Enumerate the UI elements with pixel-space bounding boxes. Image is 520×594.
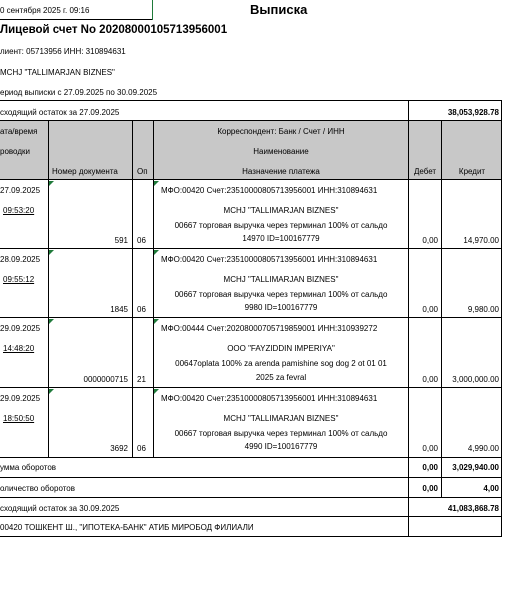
row-purpose-cont: 9980 ID=100167779 <box>244 303 318 312</box>
row-date: 29.09.2025 <box>0 394 41 403</box>
row-credit: 14,970.00 <box>463 236 499 245</box>
row-correspondent: МФО:00444 Счет:20208000705719859001 ИНН:310939272 <box>161 324 378 333</box>
row-correspondent: МФО:00420 Счет:23510000805713956001 ИНН:310894631 <box>161 186 378 195</box>
row-debit: 0,00 <box>422 375 438 384</box>
count-debit: 0,00 <box>422 484 438 493</box>
row-correspondent: МФО:00420 Счет:23510000805713956001 ИНН:310894631 <box>161 255 378 264</box>
row-name: МСНJ "TALLIMARJAN BIZNES" <box>223 275 339 284</box>
row-purpose-cont: 4990 ID=100167779 <box>244 442 318 451</box>
turnover-debit: 0,00 <box>422 463 438 472</box>
statement-datetime: 0 сентября 2025 г. 09:16 <box>0 6 90 15</box>
count-label: оличество оборотов <box>0 484 75 493</box>
column-doc-number: Номер документа <box>52 167 118 176</box>
count-border <box>0 497 502 498</box>
column-correspondent: Корреспондент: Банк / Счет / ИНН <box>217 127 345 136</box>
datetime-underline <box>0 19 153 20</box>
row-op: 21 <box>137 375 146 384</box>
row-name: МСНJ "TALLIMARJAN BIZNES" <box>223 414 339 423</box>
row-doc-number: 1845 <box>110 305 128 314</box>
count-credit: 4,00 <box>483 484 499 493</box>
totals-border <box>0 477 502 478</box>
row-marker <box>49 389 54 394</box>
turnover-credit: 3,029,940.00 <box>452 463 499 472</box>
col-divider-5 <box>441 120 442 457</box>
row-border <box>0 248 502 249</box>
row-purpose: 00667 торговая выручка через терминал 100% от сальдо <box>174 221 388 230</box>
opening-balance-value: 38,053,928.78 <box>447 108 499 117</box>
row-credit: 9,980.00 <box>467 305 499 314</box>
row-marker <box>154 181 159 186</box>
row-time: 09:53:20 <box>3 206 35 215</box>
footer-border <box>0 536 502 537</box>
row-doc-number: 0000000715 <box>83 375 128 384</box>
column-date-line1: ата/время <box>0 127 38 136</box>
row-op: 06 <box>137 305 146 314</box>
row-doc-number: 3692 <box>110 444 128 453</box>
cell-selection-edge <box>152 0 153 20</box>
col-divider-1 <box>48 120 49 457</box>
closing-border <box>0 516 502 517</box>
column-debit: Дебет <box>413 167 437 176</box>
closing-balance-value: 41,083,868.78 <box>447 504 499 513</box>
row-op: 06 <box>137 236 146 245</box>
bank-branch: 00420 ТОШКЕНТ Ш., "ИПОТЕКА-БАНК" АТИБ МИРОБОД ФИЛИАЛИ <box>0 523 254 532</box>
page-title: Выписка <box>250 2 308 17</box>
statement-period: ериод выписки с 27.09.2025 по 30.09.2025 <box>0 88 158 97</box>
column-name: Наименование <box>253 147 309 156</box>
row-time: 14:48:20 <box>3 344 35 353</box>
turnover-label: умма оборотов <box>0 463 57 472</box>
opening-top-border <box>0 100 502 101</box>
col-divider-3 <box>153 120 154 457</box>
closing-balance-label: сходящий остаток за 30.09.2025 <box>0 504 120 513</box>
row-name: ООО "FAYZIDDIN IMPERIYA" <box>227 344 335 353</box>
column-op: Оп <box>137 167 148 176</box>
row-credit: 4,990.00 <box>467 444 499 453</box>
row-purpose-cont: 14970 ID=100167779 <box>242 234 320 243</box>
row-name: МСНJ "TALLIMARJAN BIZNES" <box>223 206 339 215</box>
column-credit: Кредит <box>458 167 486 176</box>
client-name: МСНJ "TALLIMARJAN BIZNES" <box>0 68 115 77</box>
row-border <box>0 387 502 388</box>
account-number: Лицевой счет No 20208000105713956001 <box>0 24 228 36</box>
row-marker <box>154 250 159 255</box>
row-debit: 0,00 <box>422 444 438 453</box>
row-time: 18:50:50 <box>3 414 35 423</box>
row-marker <box>49 250 54 255</box>
row-doc-number: 591 <box>114 236 128 245</box>
row-border <box>0 457 502 458</box>
row-purpose: 00667 торговая выручка через терминал 100% от сальдо <box>174 429 388 438</box>
row-op: 06 <box>137 444 146 453</box>
col-divider-2 <box>132 120 133 457</box>
opening-divider <box>408 100 409 120</box>
row-debit: 0,00 <box>422 305 438 314</box>
table-right-border <box>501 100 502 537</box>
row-time: 09:55:12 <box>3 275 35 284</box>
row-purpose: 00667 торговая выручка через терминал 100% от сальдо <box>174 290 388 299</box>
row-purpose: 00647oplata 100% za arenda pamishine sog dog 2 ot 01 01 <box>175 359 387 368</box>
column-date-line2: роводки <box>0 147 30 156</box>
client-info: лиент: 05713956 ИНН: 310894631 <box>0 47 126 56</box>
row-date: 27.09.2025 <box>0 186 41 195</box>
row-marker <box>154 389 159 394</box>
row-marker <box>154 319 159 324</box>
row-marker <box>49 181 54 186</box>
row-credit: 3,000,000.00 <box>452 375 499 384</box>
row-purpose-cont: 2025 za fevral <box>255 373 307 382</box>
row-date: 28.09.2025 <box>0 255 41 264</box>
row-marker <box>49 319 54 324</box>
row-correspondent: МФО:00420 Счет:23510000805713956001 ИНН:310894631 <box>161 394 378 403</box>
row-border <box>0 317 502 318</box>
column-purpose: Назначение платежа <box>242 167 320 176</box>
header-bottom-border <box>0 179 502 180</box>
row-debit: 0,00 <box>422 236 438 245</box>
col-divider-4 <box>408 120 409 537</box>
row-date: 29.09.2025 <box>0 324 41 333</box>
opening-balance-label: сходящий остаток за 27.09.2025 <box>0 108 120 117</box>
